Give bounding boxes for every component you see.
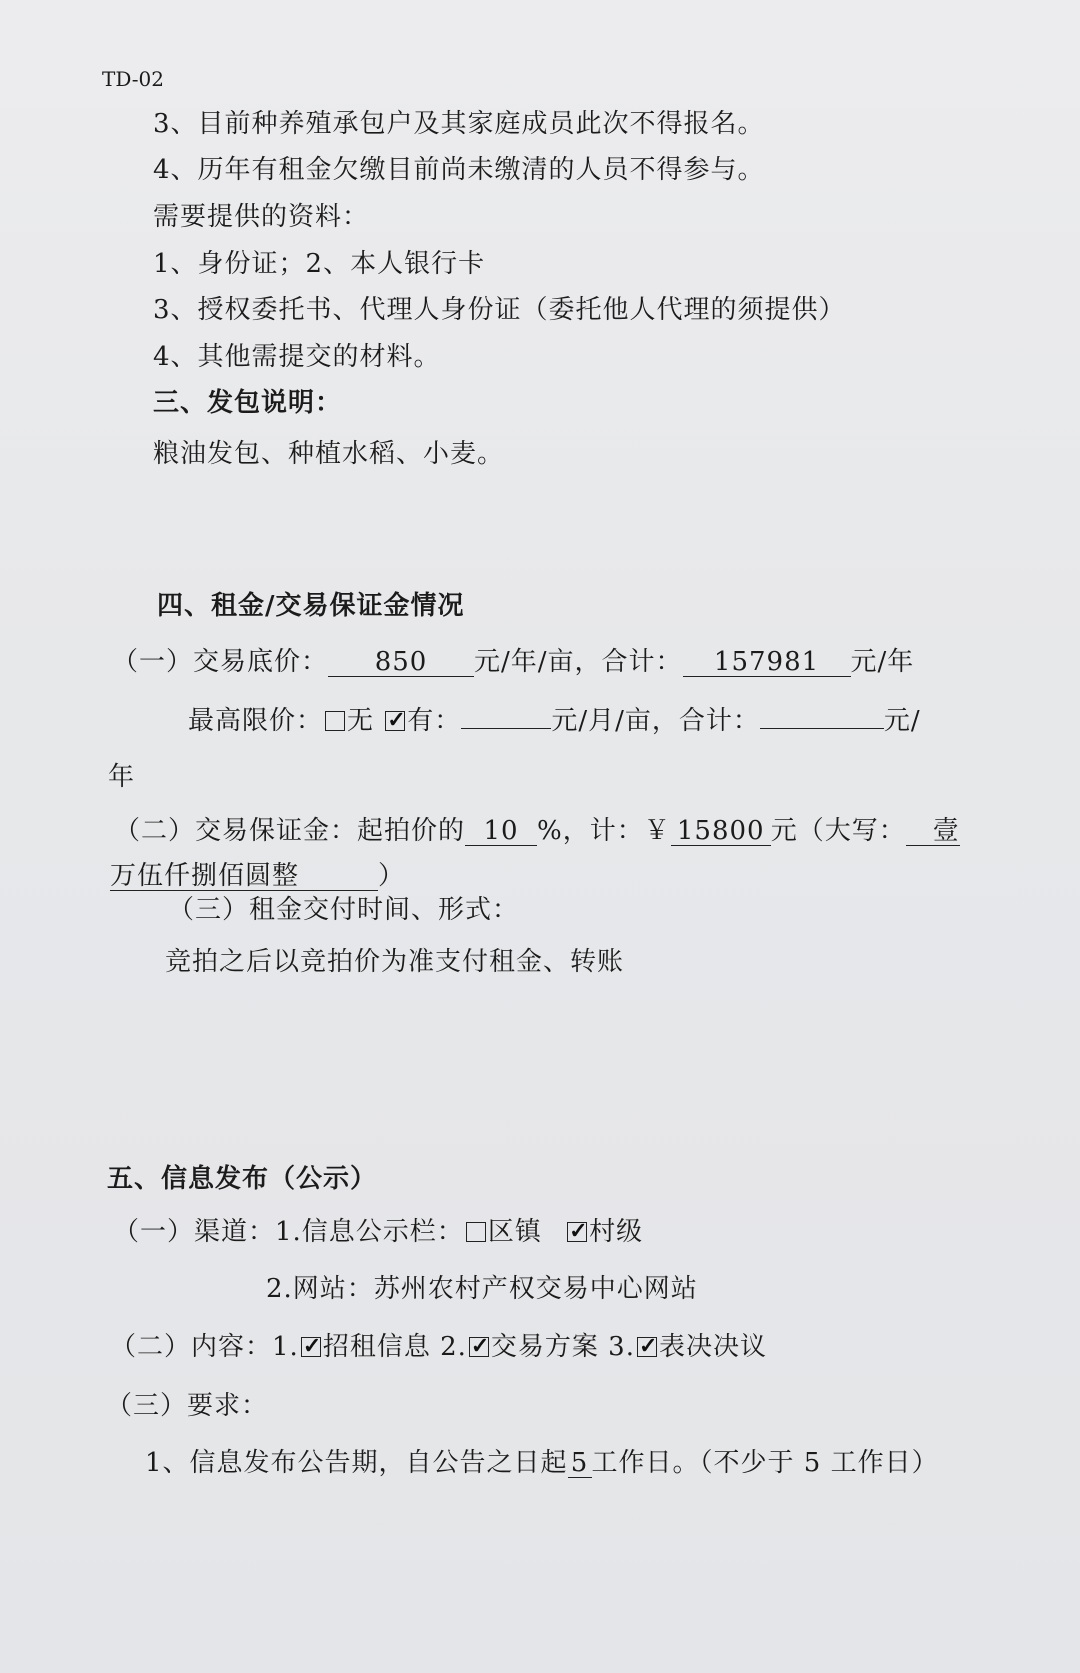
materials-item-4: 4、其他需提交的材料。 (153, 342, 441, 372)
channel-label: （一）渠道：1.信息公示栏： (113, 1217, 464, 1247)
deposit-caps-rest: 万伍仟捌佰圆整 (110, 862, 378, 891)
announcement-period-text-b: 工作日。（不少于 5 工作日） (591, 1448, 939, 1478)
base-price-row (112, 645, 914, 679)
deposit-mid: %，计：￥ (537, 816, 671, 846)
max-price-total-unit-continued: 年 (108, 762, 136, 792)
deposit-close: ） (378, 861, 406, 891)
channel-village-label: 村级 (589, 1217, 644, 1247)
materials-item-1: 1、身份证；2、本人银行卡 (153, 249, 486, 279)
deposit-caps-first: 壹 (906, 817, 960, 846)
max-price-value (461, 728, 551, 729)
deposit-label: （二）交易保证金：起拍价的 (114, 816, 466, 846)
max-price-has-label: 有： (407, 706, 462, 736)
deposit-caps-row (110, 859, 405, 893)
payment-body: 竞拍之后以竞拍价为准支付租金、转账 (165, 947, 625, 977)
max-price-total-unit: 元/ (883, 706, 921, 736)
requirement-line-4: 4、历年有租金欠缴目前尚未缴清的人员不得参与。 (153, 155, 765, 185)
channel-district-checkbox[interactable] (466, 1222, 486, 1242)
section-3-body: 粮油发包、种植水稻、小麦。 (153, 439, 505, 469)
content-item-2: 交易方案 3. (490, 1332, 635, 1362)
channel-district-label: 区镇 (487, 1217, 542, 1247)
deposit-amount: 15800 (671, 817, 771, 846)
section-5-heading: 五、信息发布（公示） (107, 1164, 378, 1194)
requirement-line-3: 3、目前种养殖承包户及其家庭成员此次不得报名。 (153, 109, 765, 139)
max-price-has-checkbox[interactable] (385, 711, 405, 731)
base-price-value: 850 (328, 648, 474, 677)
content-item-1-checkbox[interactable] (301, 1337, 321, 1357)
document-code: TD-02 (102, 67, 164, 91)
content-label: （二）内容：1. (110, 1332, 299, 1362)
max-price-total (760, 728, 884, 729)
channel-website: 2.网站：苏州农村产权交易中心网站 (266, 1274, 698, 1304)
content-row (110, 1330, 767, 1364)
max-price-unit: 元/月/亩，合计： (551, 706, 760, 736)
deposit-percent: 10 (465, 817, 537, 846)
deposit-mid2: 元（大写： (770, 816, 906, 846)
content-item-3-checkbox[interactable] (637, 1337, 657, 1357)
content-item-3: 表决决议 (658, 1332, 767, 1362)
deposit-row (114, 814, 960, 848)
max-price-none-checkbox[interactable] (325, 711, 345, 731)
payment-heading: （三）租金交付时间、形式： (168, 895, 520, 925)
base-price-total: 157981 (683, 648, 851, 677)
base-price-unit: 元/年/亩，合计： (474, 647, 683, 677)
announcement-period-line (145, 1446, 939, 1480)
announcement-period-days: 5 (568, 1449, 592, 1478)
content-item-2-checkbox[interactable] (469, 1337, 489, 1357)
announcement-period-text-a: 1、信息发布公告期，自公告之日起 (145, 1448, 568, 1478)
channel-village-checkbox[interactable] (567, 1222, 587, 1242)
max-price-none-label: 无 (347, 706, 375, 736)
section-3-heading: 三、发包说明： (153, 388, 343, 418)
materials-heading: 需要提供的资料： (153, 202, 370, 232)
channel-row (113, 1215, 643, 1249)
base-price-label: （一）交易底价： (112, 647, 329, 677)
base-price-total-unit: 元/年 (850, 647, 915, 677)
requirement-heading: （三）要求： (106, 1391, 269, 1421)
section-4-heading: 四、租金/交易保证金情况 (157, 591, 465, 621)
content-item-1: 招租信息 2. (322, 1332, 467, 1362)
materials-item-3: 3、授权委托书、代理人身份证（委托他人代理的须提供） (153, 295, 846, 325)
max-price-label: 最高限价： (188, 706, 324, 736)
max-price-row (188, 704, 921, 738)
